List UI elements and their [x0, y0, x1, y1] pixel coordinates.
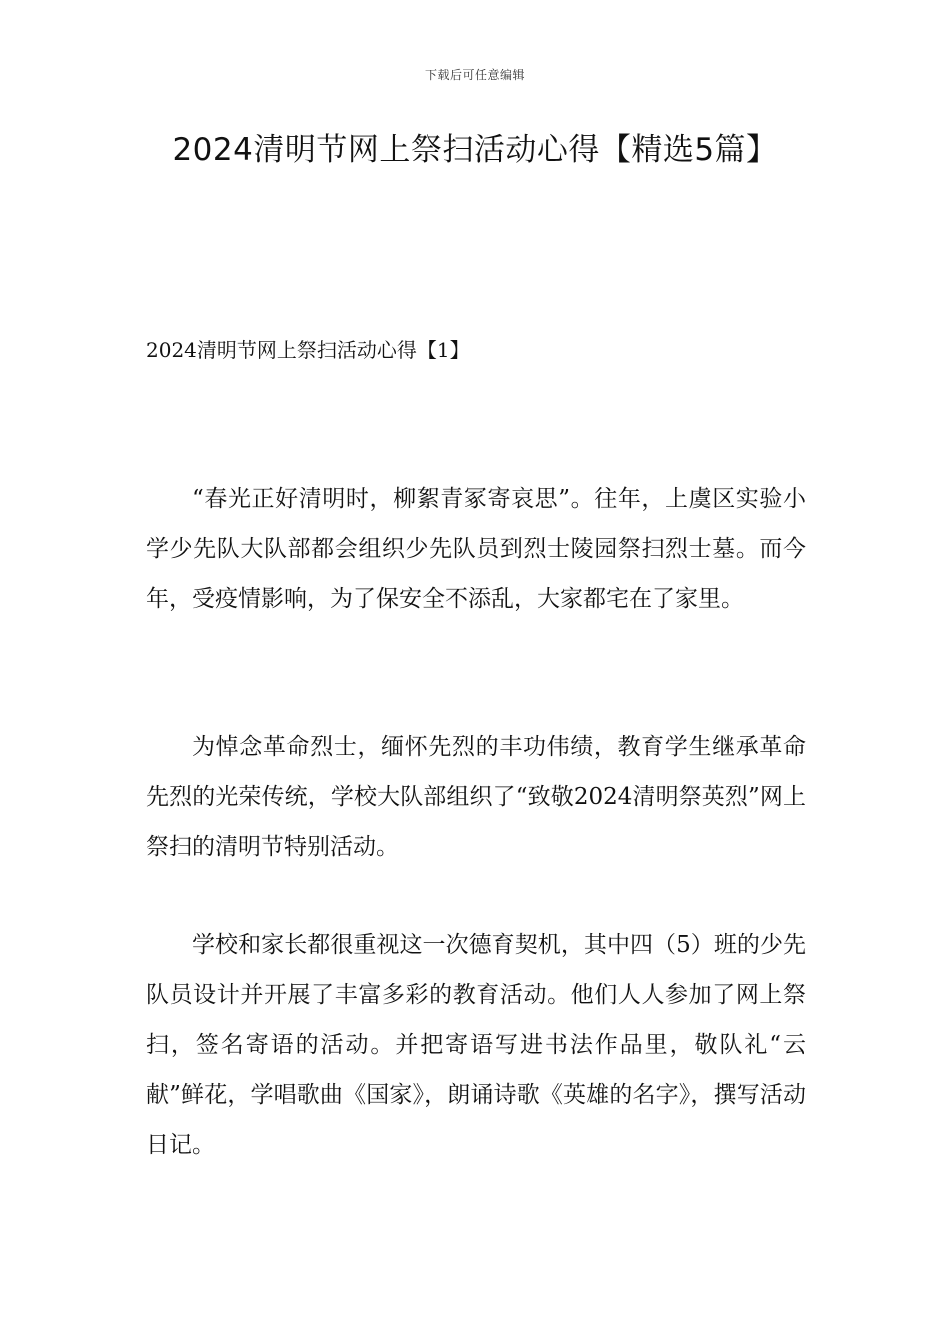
section-heading: 2024清明节网上祭扫活动心得【1】 [146, 338, 470, 362]
paragraph-3: 学校和家长都很重视这一次德育契机，其中四（5）班的少先队员设计并开展了丰富多彩的教育活动。他们人人参加了网上祭扫，签名寄语的活动。并把寄语写进书法作品里，敬队礼“云献”鲜花，学唱歌曲《国家》，朗诵诗歌《英雄的名字》，撰写活动日记。 [146, 932, 806, 1158]
paragraph-1: “春光正好清明时，柳絮青冢寄哀思”。往年，上虞区实验小学少先队大队部都会组织少先队员到烈士陵园祭扫烈士墓。而今年，受疫情影响，为了保安全不添乱，大家都宅在了家里。 [146, 486, 806, 612]
document-title: 2024清明节网上祭扫活动心得【精选5篇】 [172, 132, 778, 168]
header-note: 下载后可任意编辑 [424, 68, 525, 82]
paragraph-2: 为悼念革命烈士，缅怀先烈的丰功伟绩，教育学生继承革命先烈的光荣传统，学校大队部组织了“致敬2024清明祭英烈”网上祭扫的清明节特别活动。 [146, 734, 806, 860]
